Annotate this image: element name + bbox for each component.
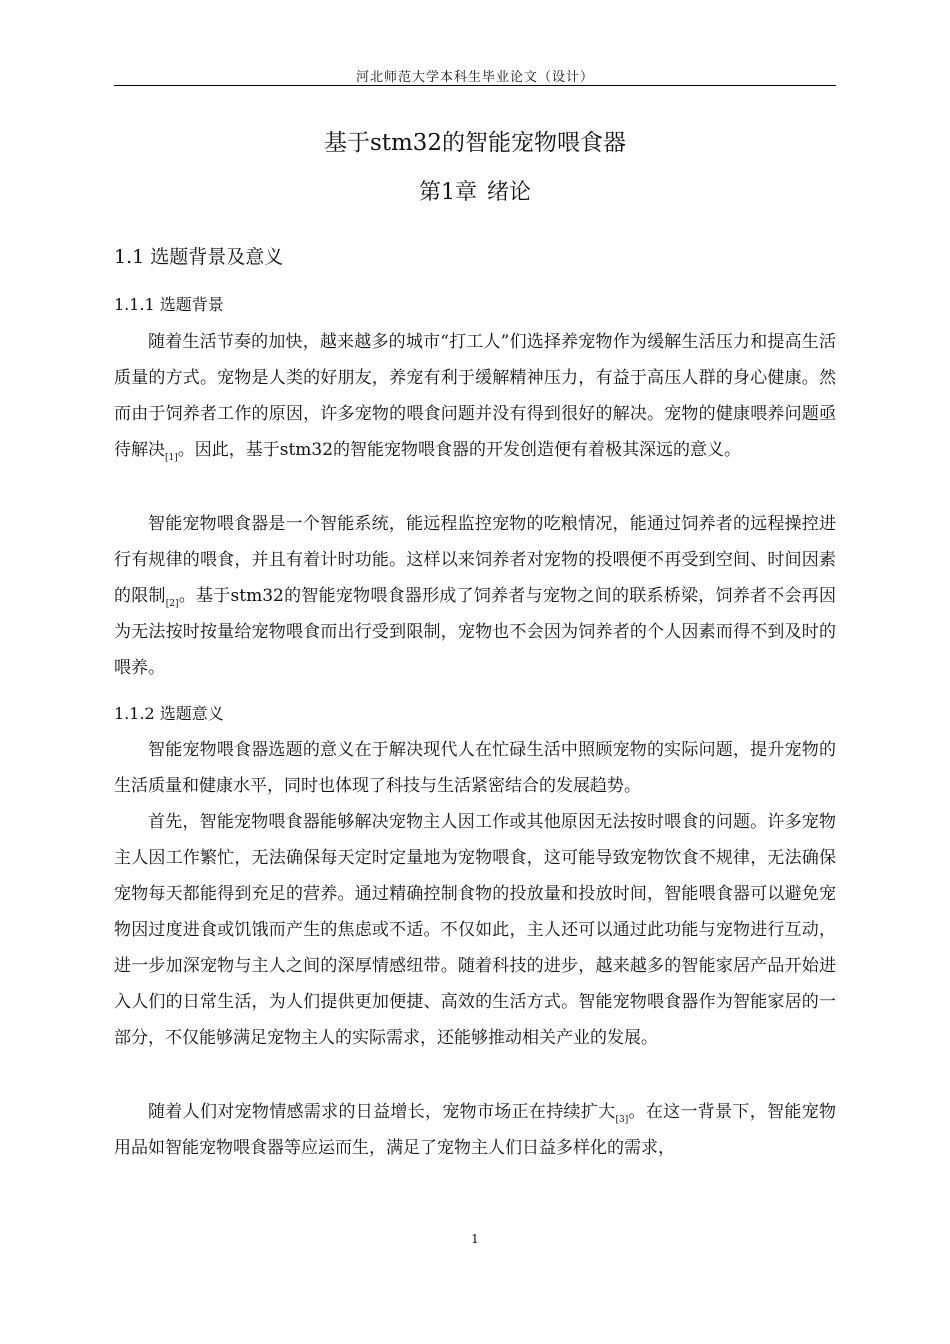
- paragraph-5-text-a: 随着人们对宠物情感需求的日益增长，宠物市场正在持续扩大: [148, 1102, 616, 1122]
- paragraph-4: 首先，智能宠物喂食器能够解决宠物主人因工作或其他原因无法按时喂食的问题。许多宠物主人因工作繁忙，无法确保每天定时定量地为宠物喂食，这可能导致宠物饮食不规律，无法确保宠物每天都能得到充足的营养。通过精确控制食物的投放量和投放时间，智能喂食器可以避免宠物因过度进食或饥饿而产生的焦虑或不适。不仅如此，主人还可以通过此功能与宠物进行互动，进一步加深宠物与主人之间的深厚情感纽带。随着科技的进步，越来越多的智能家居产品开始进入人们的日常生活，为人们提供更加便捷、高效的生活方式。智能宠物喂食器作为智能家居的一部分，不仅能够满足宠物主人的实际需求，还能够推动相关产业的发展。: [114, 812, 836, 1048]
- paragraph-1-text-b: 。因此，基于stm32的智能宠物喂食器的开发创造便有着极其深远的意义。: [177, 440, 742, 460]
- chapter-heading: [0, 175, 950, 206]
- paragraph-3: 智能宠物喂食器选题的意义在于解决现代人在忙碌生活中照顾宠物的实际问题，提升宠物的生活质量和健康水平，同时也体现了科技与生活紧密结合的发展趋势。: [114, 740, 836, 796]
- paragraph-1: [114, 324, 836, 468]
- chapter-number: 第1章: [418, 180, 477, 205]
- page-number: 1: [471, 1232, 479, 1246]
- citation-3: [3]: [615, 1115, 629, 1125]
- running-header: 河北师范大学本科生毕业论文（设计）: [355, 70, 594, 85]
- header-rule: [114, 85, 836, 86]
- subsection-heading-1-1-2: 1.1.2 选题意义: [114, 704, 224, 723]
- paragraph-5-text-b: 。在这一背景下，智能宠物用品如智能宠物喂食器等应运而生，满足了宠物主人们日益多样化的需求，: [114, 1102, 837, 1158]
- subsection-heading-1-1-1: 1.1.1 选题背景: [114, 295, 224, 314]
- paper-title: 基于stm32的智能宠物喂食器: [323, 130, 627, 156]
- paragraph-2-text-b: 。基于stm32的智能宠物喂食器形成了饲养者与宠物之间的联系桥梁，饲养者不会再因为无法按时按量给宠物喂食而出行受到限制，宠物也不会因为饲养者的个人因素而得不到及时的喂养。: [114, 586, 836, 678]
- paragraph-2: [114, 506, 836, 686]
- paragraph-1-text-a: 随着生活节奏的加快，越来越多的城市“打工人”们选择养宠物作为缓解生活压力和提高生活质量的方式。宠物是人类的好朋友，养宠有利于缓解精神压力，有益于高压人群的身心健康。然而由于饲养者工作的原因，许多宠物的喂食问题并没有得到很好的解决。宠物的健康喂养问题亟待解决: [114, 332, 836, 460]
- section-heading-1-1: 1.1 选题背景及意义: [114, 246, 284, 268]
- paragraph-5: [114, 1094, 836, 1166]
- citation-1: [1]: [165, 453, 178, 463]
- paragraph-2-text-a: 智能宠物喂食器是一个智能系统，能远程监控宠物的吃粮情况，能通过饲养者的远程操控进行有规律的喂食，并且有着计时功能。这样以来饲养者对宠物的投喂便不再受到空间、时间因素的限制: [114, 514, 836, 606]
- citation-2: [2]: [165, 599, 179, 609]
- chapter-name: 绪论: [486, 180, 531, 205]
